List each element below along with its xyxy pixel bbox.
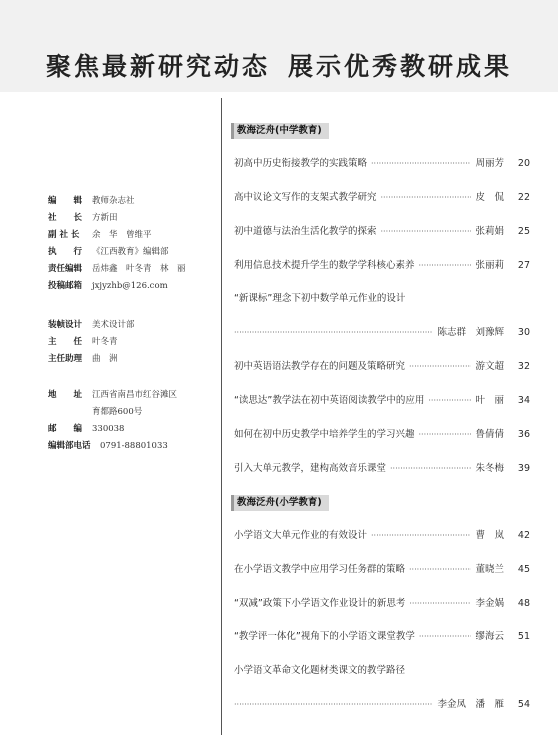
masthead-row <box>48 262 186 276</box>
column-divider <box>221 98 222 735</box>
section-heading-primary-school: 教海泛舟(小学教育) <box>234 495 329 511</box>
toc-leader <box>409 596 471 612</box>
masthead-value: 叶冬青 <box>92 337 118 347</box>
masthead-address: 江西省南昌市红谷滩区 <box>92 390 178 400</box>
header-band <box>0 0 558 92</box>
masthead-row <box>48 422 125 436</box>
masthead-label: 邮 编 <box>48 424 83 434</box>
toc-author: 董晓兰 <box>475 564 504 575</box>
toc-leader <box>371 156 471 172</box>
toc-entry[interactable] <box>234 156 530 172</box>
toc-page: 48 <box>517 598 530 609</box>
masthead-value: 《江西教育》编辑部 <box>92 247 169 257</box>
toc-author: 陈志群 刘豫辉 <box>437 327 504 338</box>
toc-leader <box>419 258 472 274</box>
toc-title: 小学语文大单元作业的有效设计 <box>234 530 368 541</box>
title-left: 聚焦最新研究动态 <box>45 52 270 81</box>
masthead-row <box>48 318 135 332</box>
masthead-value: 曲 洲 <box>92 354 118 364</box>
masthead-value: 余 华 曾维平 <box>92 230 152 240</box>
masthead-row <box>48 194 135 208</box>
masthead-label: 责任编辑 <box>48 264 83 274</box>
masthead-label: 编 辑 <box>48 196 83 206</box>
toc-entry-author-line[interactable] <box>234 697 530 713</box>
masthead-row <box>48 439 168 453</box>
toc-title: 初中道德与法治生活化教学的探索 <box>234 226 377 237</box>
masthead-label: 地 址 <box>48 390 83 400</box>
toc-title: 在小学语文教学中应用学习任务群的策略 <box>234 564 406 575</box>
toc-title: “教学评一体化”视角下的小学语文课堂教学 <box>234 631 415 642</box>
toc-page: 32 <box>517 361 530 372</box>
masthead-row <box>48 279 168 293</box>
toc-entry-title-line[interactable] <box>234 291 530 307</box>
toc-entry-author-line[interactable] <box>234 325 530 341</box>
toc-page: 51 <box>517 631 530 642</box>
toc-author: 李金凤 潘 雁 <box>437 699 504 710</box>
toc-leader <box>409 562 471 578</box>
toc-entry[interactable] <box>234 427 530 443</box>
toc-entry[interactable] <box>234 393 530 409</box>
toc-leader <box>234 697 433 713</box>
toc-page: 20 <box>517 158 530 169</box>
toc-title: 初高中历史衔接教学的实践策略 <box>234 158 368 169</box>
toc-leader <box>390 461 471 477</box>
toc-leader <box>234 325 433 341</box>
masthead-row <box>48 352 118 366</box>
toc-leader <box>419 629 472 645</box>
toc-title: “读思达”教学法在初中英语阅读教学中的应用 <box>234 395 425 406</box>
toc-author: 朱冬梅 <box>475 463 504 474</box>
masthead-label: 社 长 <box>48 213 83 223</box>
toc-entry[interactable] <box>234 224 530 240</box>
masthead-label: 副 社 长 <box>48 230 80 240</box>
toc-author: 张丽莉 <box>475 260 504 271</box>
masthead-email: jxjyzhb@126.com <box>92 281 168 291</box>
toc-title: “新课标”理念下初中数学单元作业的设计 <box>234 293 406 304</box>
masthead-postcode: 330038 <box>92 424 125 434</box>
masthead-label: 主任助理 <box>48 354 83 364</box>
toc-page: 34 <box>517 395 530 406</box>
toc-leader <box>419 427 472 443</box>
toc-title: 高中议论文写作的支架式教学研究 <box>234 192 377 203</box>
toc-title: “双减”政策下小学语文作业设计的新思考 <box>234 598 406 609</box>
toc-author: 游文超 <box>475 361 504 372</box>
toc-leader <box>428 393 471 409</box>
masthead-row <box>48 245 169 259</box>
masthead-label: 主 任 <box>48 337 83 347</box>
toc-author: 叶 丽 <box>475 395 504 406</box>
toc-page: 39 <box>517 463 530 474</box>
toc-page: 54 <box>517 699 530 710</box>
toc-title: 利用信息技术提升学生的数学学科核心素养 <box>234 260 415 271</box>
toc-author: 鲁倩倩 <box>475 429 504 440</box>
toc-leader <box>409 359 471 375</box>
toc-title: 小学语文革命文化题材类课文的教学路径 <box>234 665 406 676</box>
toc-entry[interactable] <box>234 562 530 578</box>
masthead-value: 教师杂志社 <box>92 196 135 206</box>
page-title <box>0 47 558 83</box>
toc-page: 27 <box>517 260 530 271</box>
masthead-address-line2: 育都路600号 <box>92 407 143 417</box>
masthead-row <box>48 405 143 419</box>
toc-author: 皮 侃 <box>475 192 504 203</box>
toc-author: 缪海云 <box>475 631 504 642</box>
toc-leader <box>381 224 472 240</box>
toc-author: 李金娲 <box>475 598 504 609</box>
masthead-label: 投稿邮箱 <box>48 281 83 291</box>
toc-page: 42 <box>517 530 530 541</box>
toc-entry[interactable] <box>234 596 530 612</box>
masthead-row <box>48 388 178 402</box>
toc-page: 25 <box>517 226 530 237</box>
masthead-label: 执 行 <box>48 247 83 257</box>
toc-page: 22 <box>517 192 530 203</box>
toc-entry[interactable] <box>234 258 530 274</box>
masthead-label: 编辑部电话 <box>48 441 91 451</box>
toc-page: 45 <box>517 564 530 575</box>
toc-entry[interactable] <box>234 629 530 645</box>
toc-entry[interactable] <box>234 461 530 477</box>
masthead-value: 岳炜鑫 叶冬青 林 丽 <box>92 264 186 274</box>
title-right: 展示优秀教研成果 <box>288 52 513 81</box>
toc-entry[interactable] <box>234 359 530 375</box>
toc-page: 36 <box>517 429 530 440</box>
toc-title: 初中英语语法教学存在的问题及策略研究 <box>234 361 406 372</box>
toc-author: 张莉娟 <box>475 226 504 237</box>
toc-title: 引入大单元教学，建构高效音乐课堂 <box>234 463 387 474</box>
masthead-row <box>48 211 118 225</box>
toc-leader <box>371 528 471 544</box>
toc-author: 周丽芳 <box>475 158 504 169</box>
masthead-phone: 0791-88801033 <box>100 441 168 451</box>
masthead-value: 方新田 <box>92 213 118 223</box>
section-heading-middle-school: 教海泛舟(中学教育) <box>234 123 329 139</box>
toc-entry[interactable] <box>234 528 530 544</box>
toc-author: 曹 岚 <box>475 530 504 541</box>
toc-leader <box>381 190 472 206</box>
masthead-value: 美术设计部 <box>92 320 135 330</box>
toc-title: 如何在初中历史教学中培养学生的学习兴趣 <box>234 429 415 440</box>
toc-entry-title-line[interactable] <box>234 663 530 679</box>
toc-entry[interactable] <box>234 190 530 206</box>
toc-page: 30 <box>517 327 530 338</box>
masthead-label: 装帧设计 <box>48 320 83 330</box>
masthead-row <box>48 335 118 349</box>
masthead-row <box>48 228 152 242</box>
